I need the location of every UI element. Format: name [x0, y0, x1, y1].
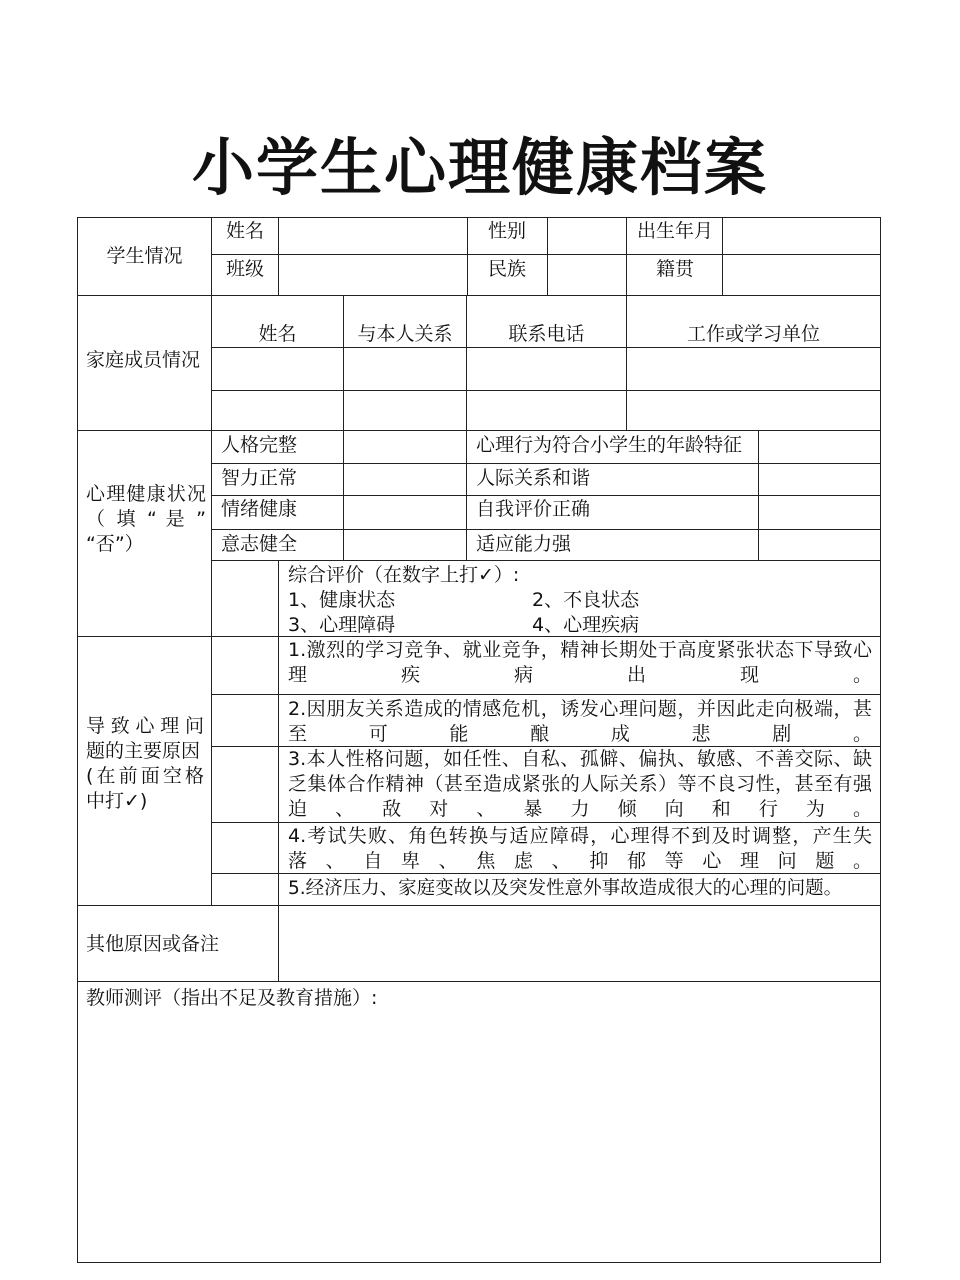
answer-age-behavior[interactable]	[759, 431, 879, 462]
reason-checkbox-5[interactable]	[212, 874, 277, 904]
option-healthy[interactable]: 1、健康状态	[288, 589, 396, 611]
family-row-1[interactable]	[212, 348, 880, 390]
family-section-label: 家庭成员情况	[86, 349, 201, 371]
reason-4: 4.考试失败、角色转换与适应障碍，心理得不到及时调整，产生失落、自卑、焦虑、抑郁等心理问题。	[288, 825, 872, 872]
family-row-2[interactable]	[212, 391, 880, 430]
teacher-evaluation-label: 教师测评（指出不足及教育措施）:	[86, 987, 378, 1009]
reason-checkbox-4[interactable]	[212, 823, 277, 872]
student-class-field[interactable]	[279, 255, 466, 294]
causes-section-label	[86, 714, 204, 814]
student-birth-field[interactable]	[723, 218, 879, 253]
answer-personality[interactable]	[344, 431, 465, 462]
other-reasons-label: 其他原因或备注	[86, 933, 220, 955]
reason-checkbox-1[interactable]	[212, 637, 277, 693]
answer-emotion[interactable]	[344, 496, 465, 528]
mental-section-line-2: （ 填 “ 是 ”	[86, 508, 206, 530]
reason-checkbox-2[interactable]	[212, 695, 277, 745]
mental-section-line-3: “否”）	[86, 533, 144, 555]
family-header-name: 姓名	[258, 323, 297, 345]
student-ethnicity-field[interactable]	[548, 255, 625, 294]
option-disorder[interactable]: 3、心理障碍	[288, 614, 396, 636]
family-header-phone: 联系电话	[508, 323, 585, 345]
reason-5: 5.经济压力、家庭变故以及突发性意外事故造成很大的心理的问题。	[288, 878, 843, 899]
answer-intelligence[interactable]	[344, 464, 465, 494]
item-self-evaluation: 自我评价正确	[476, 498, 591, 520]
page-title: 小学生心理健康档案	[191, 131, 768, 204]
table-border-bottom	[77, 1262, 881, 1263]
other-reasons-field[interactable]	[279, 906, 879, 980]
causes-section-line-4: 中打✓)	[86, 790, 148, 812]
item-will: 意志健全	[221, 533, 298, 555]
causes-section-line-1: 导致心理问	[86, 715, 204, 737]
student-name-field[interactable]	[279, 218, 466, 253]
family-header-workplace: 工作或学习单位	[686, 323, 820, 345]
table-border-right	[880, 217, 881, 1263]
reason-checkbox-3[interactable]	[212, 747, 277, 821]
student-origin-field[interactable]	[723, 255, 879, 294]
student-section-label: 学生情况	[106, 245, 183, 267]
answer-self-evaluation[interactable]	[759, 496, 879, 528]
option-illness[interactable]: 4、心理疾病	[532, 614, 640, 636]
item-personality: 人格完整	[221, 434, 298, 456]
mental-section-line-1: 心理健康状况	[86, 483, 206, 505]
reason-1: 1.激烈的学习竞争、就业竞争，精神长期处于高度紧张状态下导致心理疾病出现。	[288, 639, 872, 686]
item-intelligence: 智力正常	[221, 467, 298, 489]
item-emotion: 情绪健康	[221, 498, 298, 520]
item-relationships: 人际关系和谐	[476, 467, 591, 489]
item-age-behavior: 心理行为符合小学生的年龄特征	[476, 434, 743, 456]
teacher-evaluation-field[interactable]	[78, 1012, 879, 1261]
family-header-relation: 与本人关系	[357, 323, 453, 345]
ethnicity-label: 民族	[488, 258, 527, 280]
birth-label: 出生年月	[637, 220, 714, 242]
answer-relationships[interactable]	[759, 464, 879, 494]
causes-section-line-3: (在前面空格	[86, 765, 204, 787]
class-label: 班级	[226, 258, 265, 280]
origin-label: 籍贯	[656, 258, 695, 280]
item-adaptability: 适应能力强	[476, 533, 572, 555]
reason-3: 3.本人性格问题，如任性、自私、孤僻、偏执、敏感、不善交际、缺乏集体合作精神（甚至造成紧张的人际关系）等不良习性，甚至有强迫、敌对、暴力倾向和行为。	[288, 748, 872, 820]
causes-section-line-2: 题的主要原因	[86, 740, 201, 762]
option-unhealthy[interactable]: 2、不良状态	[532, 589, 640, 611]
answer-adaptability[interactable]	[759, 530, 879, 559]
mental-section-label	[86, 482, 206, 557]
name-label: 姓名	[226, 220, 265, 242]
reason-2: 2.因朋友关系造成的情感危机，诱发心理问题，并因此走向极端，甚至可能酿成悲剧。	[288, 698, 872, 745]
answer-will[interactable]	[344, 530, 465, 559]
gender-label: 性别	[488, 220, 527, 242]
student-gender-field[interactable]	[548, 218, 625, 253]
overall-evaluation-label: 综合评价（在数字上打✓）:	[288, 564, 520, 586]
